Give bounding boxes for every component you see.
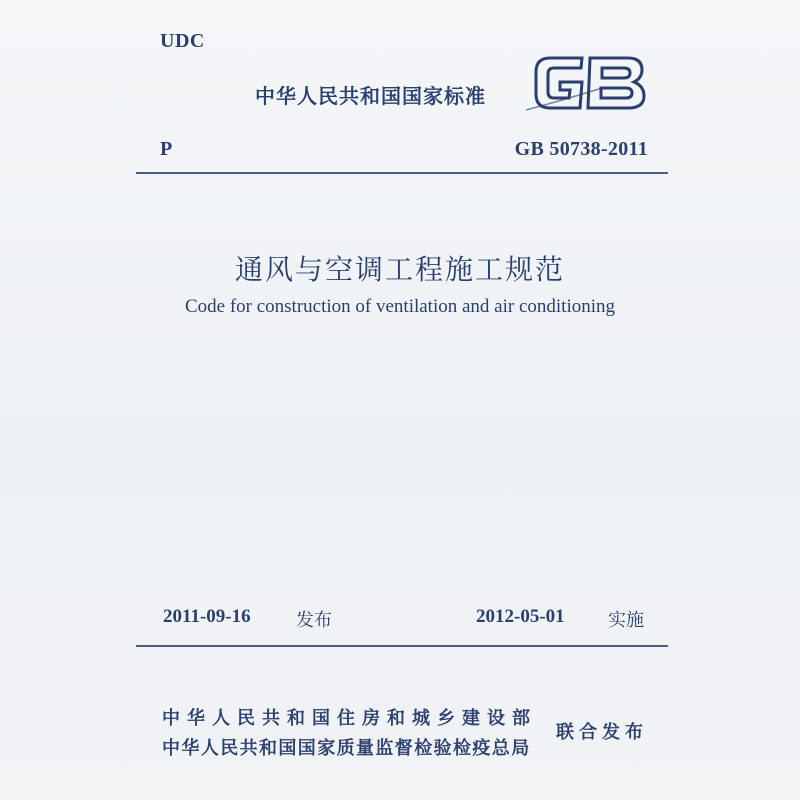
implementation-date: 2012-05-01 — [476, 606, 565, 627]
joint-issue-label: 联合发布 — [556, 722, 648, 743]
top-divider — [136, 172, 668, 174]
issue-label: 发布 — [296, 610, 332, 631]
implementation-label: 实施 — [608, 610, 644, 631]
issue-date: 2011-09-16 — [163, 606, 251, 627]
udc-label: UDC — [160, 30, 205, 52]
gb-logo — [524, 48, 650, 120]
standard-number: GB 50738-2011 — [514, 138, 648, 160]
gb-logo-b-mark — [588, 58, 644, 108]
bottom-divider — [136, 645, 668, 647]
standard-type: 中华人民共和国国家标准 — [255, 84, 486, 108]
issuer-aqsiq: 中华人民共和国国家质量监督检验检疫总局 — [162, 738, 531, 759]
classification-code: P — [160, 138, 173, 160]
title-chinese: 通风与空调工程施工规范 — [234, 253, 565, 286]
issuer-ministry-housing: 中华人民共和国住房和城乡建设部 — [162, 708, 537, 729]
title-english: Code for construction of ventilation and air conditioning — [184, 296, 616, 317]
